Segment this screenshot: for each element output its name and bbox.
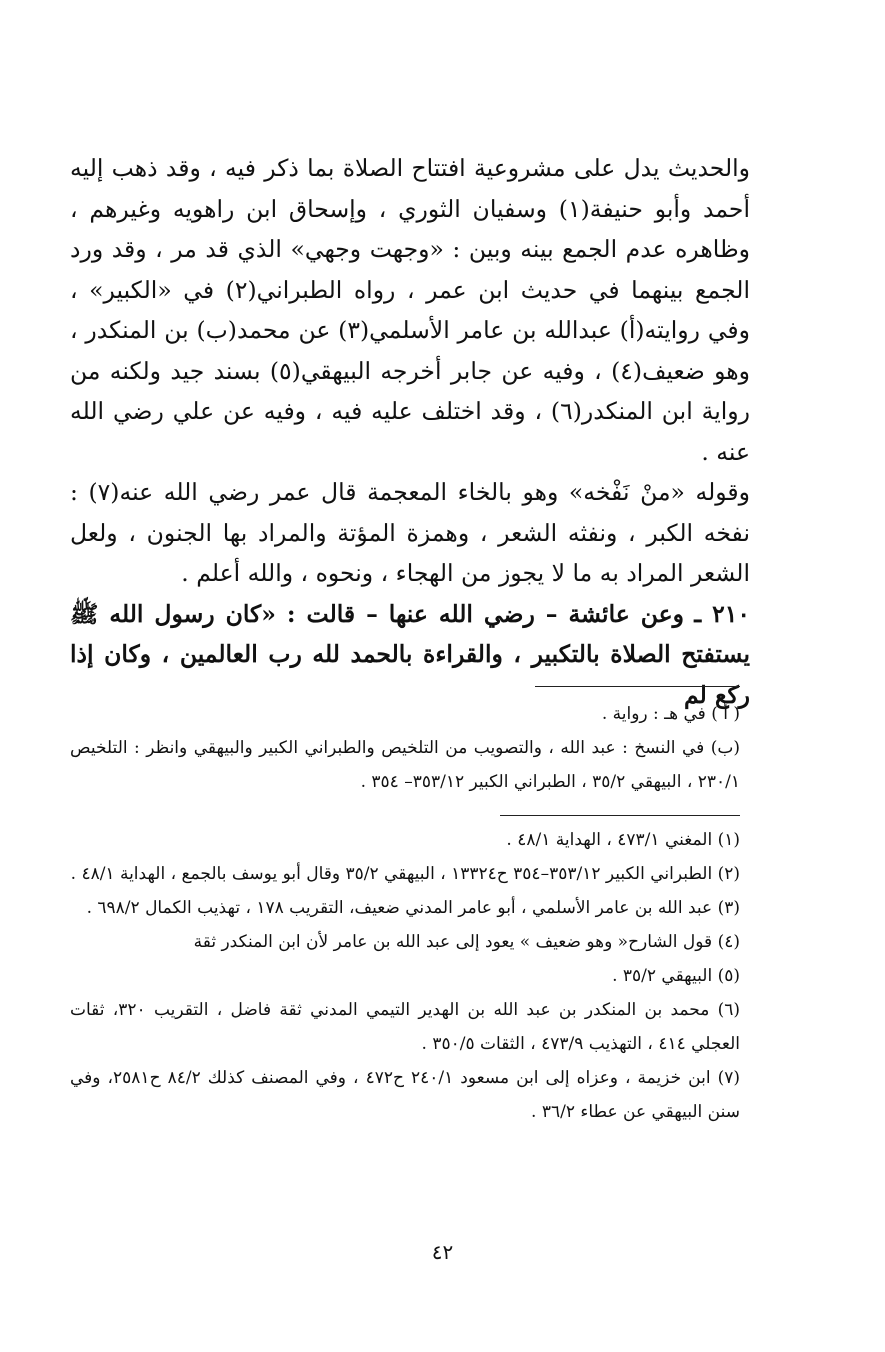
paragraph-hadith-commentary: والحديث يدل على مشروعية افتتاح الصلاة بما ذكر فيه ، وقد ذهب إليه أحمد وأبو حنيفة(١) وسفيان الثوري ، وإسحاق ابن راهويه وغيرهم ، وظاهره عدم الجمع بينه وبين : «وجهت وجهي» الذي قد مر ، وقد ورد الجمع بينهما في حديث ابن عمر ، رواه الطبراني(٢) في «الكبير» ، وفي روايته(أ) عبدالله بن عامر الأسلمي(٣) عن محمد(ب) بن المنكدر ، وهو ضعيف(٤) ، وفيه عن جابر أخرجه البيهقي(٥) بسند جيد ولكنه من رواية ابن المنكدر(٦) ، وقد اختلف عليه فيه ، وفيه عن علي رضي الله عنه . <box>70 154 750 466</box>
letter-footnotes <box>70 697 740 799</box>
footnote-6: (٦) محمد بن المنكدر بن عبد الله بن الهدير التيمي المدني ثقة فاضل ، التقريب ٣٢٠، ثقات العجلي ٤١٤ ، التهذيب ٤٧٣/٩ ، الثقات ٣٥٠/٥ . <box>70 1000 741 1054</box>
footnote-ba: (ب) في النسخ : عبد الله ، والتصويب من التلخيص والطبراني الكبير والبيهقي وانظر : التلخيص ٢٣٠/١ ، البيهقي ٣٥/٢ ، الطبراني الكبير ٣٥٣/١٢– ٣٥٤ . <box>70 738 740 792</box>
footnote-2: (٢) الطبراني الكبير ٣٥٣/١٢–٣٥٤ ح١٣٣٢٤ ، البيهقي ٣٥/٢ وقال أبو يوسف بالجمع ، الهداية ٤٨/١ . <box>70 864 740 884</box>
footnote-separator-letters <box>535 686 740 687</box>
numbered-footnotes <box>70 823 740 1129</box>
footnote-3: (٣) عبد الله بن عامر الأسلمي ، أبو عامر المدني ضعيف، التقريب ١٧٨ ، تهذيب الكمال ٦٩٨/٢ . <box>86 898 740 918</box>
main-text <box>70 148 750 715</box>
footnote-separator-numbers <box>500 815 740 816</box>
footnote-1: (١) المغني ٤٧٣/١ ، الهداية ٤٨/١ . <box>506 830 740 850</box>
hadith-number: ٢١٠ ـ <box>694 599 750 628</box>
footnote-alef: ( أ ) في هـ : رواية . <box>601 704 740 724</box>
footnote-4: (٤) قول الشارح« وهو ضعيف » يعود إلى عبد الله بن عامر لأن ابن المنكدر ثقة <box>193 932 740 952</box>
footnote-7: (٧) ابن خزيمة ، وعزاه إلى ابن مسعود ٢٤٠/١ ح٤٧٢ ، وفي المصنف كذلك ٨٤/٢ ح٢٥٨١، وفي سنن البيهقي عن عطاء ٣٦/٢ . <box>70 1068 740 1122</box>
footnote-5: (٥) البيهقي ٣٥/٢ . <box>612 966 740 986</box>
page-number: ٤٢ <box>431 1240 454 1264</box>
paragraph-nafkh-explanation: وقوله «منْ نَفْخه» وهو بالخاء المعجمة قال عمر رضي الله عنه(٧) : نفخه الكبر ، ونفثه الشعر ، وهمزة المؤتة والمراد بها الجنون ، ولعل الشعر المراد به ما لا يجوز من الهجاء ، ونحوه ، والله أعلم . <box>70 478 750 587</box>
hadith-text: وعن عائشة – رضي الله عنها – قالت : «كان رسول الله ﷺ يستفتح الصلاة بالتكبير ، والقراءة بالحمد لله رب العالمين ، وكان إذا ركع لم <box>70 599 750 709</box>
